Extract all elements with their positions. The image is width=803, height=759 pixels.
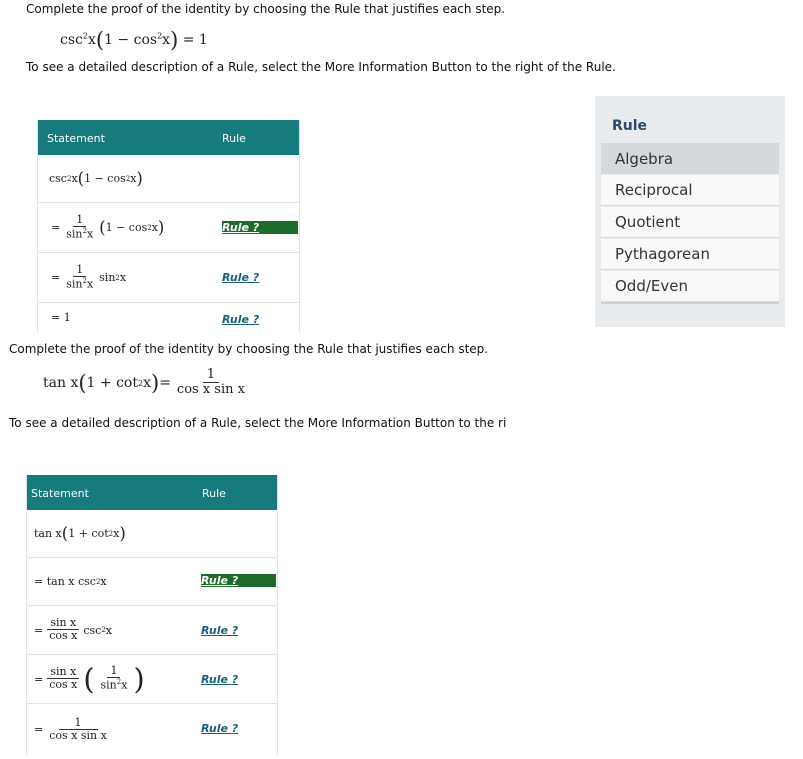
rule-header: Rule [222,132,246,145]
statement: = $\frac{1}{\sin^2x}$ ( 1 − cos 2 x ) [51,212,165,241]
problem1-identity: $\csc^2x(1 - \cos^2x) = 1$ [60,28,208,52]
statement: = $\frac{\text{sin x}}{\text{cos x}}$ csc 2 x [34,616,113,643]
proof-row [27,606,277,655]
rule-select-button[interactable]: Rule ? [222,271,260,284]
proof-row [27,558,277,606]
statement: = $\frac{1}{\text{cos x sin x}}$ [34,715,107,742]
statement: = tan x csc 2 x [34,575,107,588]
proof-row [38,155,299,203]
proof-row [38,303,299,332]
problem1-instruction: Complete the proof of the identity by choosing the Rule that justifies each step. [26,2,506,16]
problem2-info: To see a detailed description of a Rule, select the More Information Button to the ri [9,416,507,430]
rule-select-button[interactable]: Rule ? [201,624,239,637]
rule-option-quotient[interactable]: Quotient [601,207,779,238]
rule-option-odd-even[interactable]: Odd/Even [601,271,779,302]
rule-select-button[interactable]: Rule ? [222,221,298,234]
rule-options-panel [595,96,785,327]
proof-row [27,655,277,704]
rule-header: Rule [202,487,226,500]
rule-select-button[interactable]: Rule ? [222,313,260,326]
rule-options-title: Rule [612,118,648,134]
statement: csc 2 x ( 1 − cos 2 x ) [49,169,143,188]
statement-header: Statement [31,487,89,500]
proof-row [38,203,299,253]
problem1-table-header [38,120,299,155]
statement: = $\frac{\text{sin x}}{\text{cos x}}$ ( $\frac{1}{\sin^2x}$ ) [34,662,145,696]
rule-option-pythagorean[interactable]: Pythagorean [601,239,779,270]
problem2-instruction: Complete the proof of the identity by choosing the Rule that justifies each step. [9,342,489,356]
statement: = 1 [51,311,71,324]
proof-row [38,253,299,303]
rule-option-reciprocal[interactable]: Reciprocal [601,175,779,206]
statement: tan x ( 1 + cot 2 x ) [34,524,126,543]
proof-row [27,510,277,558]
rule-option-algebra[interactable]: Algebra [601,143,779,174]
problem1-proof-table [37,120,300,332]
panel-divider [601,302,779,304]
rule-select-button[interactable]: Rule ? [201,722,239,735]
problem1-info: To see a detailed description of a Rule, select the More Information Button to the right of the Rule. [26,60,616,74]
rule-select-button[interactable]: Rule ? [201,574,276,587]
rule-select-button[interactable]: Rule ? [201,673,239,686]
statement-header: Statement [47,132,105,145]
statement: = $\frac{1}{\sin^2x}$ sin 2 x [51,262,127,291]
problem2-proof-table [26,475,278,755]
proof-row [27,704,277,755]
problem2-table-header [27,475,277,510]
problem2-identity: tan x ( 1 + cot 2 x ) = $\frac{1}{\text{cos x sin x}}$ [43,367,245,398]
